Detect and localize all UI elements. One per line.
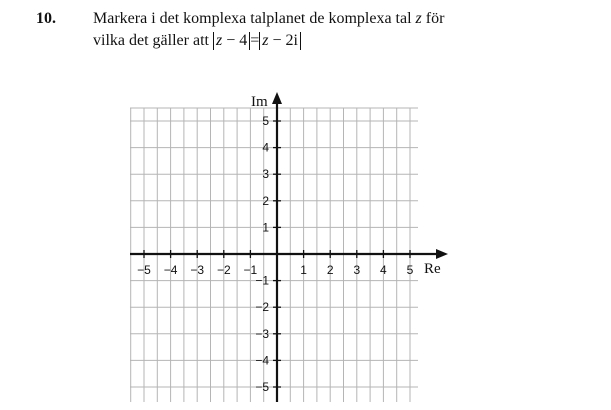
abs-right-var: z xyxy=(262,32,269,49)
x-tick-label: 5 xyxy=(406,263,414,277)
imaginary-axis-label: Im xyxy=(251,94,268,110)
x-tick-label: 1 xyxy=(300,263,307,277)
x-tick-label: 4 xyxy=(380,263,387,277)
x-tick-label: 3 xyxy=(353,263,361,277)
problem-text-2: vilka det gäller att xyxy=(93,32,209,49)
y-tick-label: 3 xyxy=(262,167,269,182)
abs-left-rest: − 4 xyxy=(222,32,248,49)
real-axis-label: Re xyxy=(424,261,441,277)
axes xyxy=(130,92,448,402)
problem-text-1-end: för xyxy=(425,10,445,27)
abs-right-rest: − 2i xyxy=(268,32,298,49)
abs-left-var: z xyxy=(215,32,223,49)
x-tick-label: −3 xyxy=(190,263,205,277)
real-axis-arrow xyxy=(436,249,448,259)
problem-number: 10. xyxy=(36,10,56,27)
variable-z: z xyxy=(415,10,422,27)
imaginary-axis-arrow xyxy=(272,92,282,104)
y-tick-label: −4 xyxy=(255,353,269,368)
y-tick-label: 1 xyxy=(262,220,269,235)
y-tick-label: −3 xyxy=(255,326,269,341)
x-tick-label: −4 xyxy=(163,263,178,277)
x-tick-label: 2 xyxy=(326,263,334,277)
y-tick-label: −5 xyxy=(255,380,269,394)
y-tick-label: 2 xyxy=(262,193,269,208)
y-tick-label: 5 xyxy=(262,114,269,128)
y-tick-label: −1 xyxy=(255,273,269,288)
x-tick-label: −5 xyxy=(137,263,151,277)
y-tick-label: −2 xyxy=(255,300,269,315)
x-tick-label: −2 xyxy=(216,263,231,277)
equals-sign: = xyxy=(250,32,260,49)
problem-text-1: Markera i det komplexa talplanet de komplexa tal xyxy=(93,10,412,27)
x-tick-label: −1 xyxy=(243,263,258,277)
y-tick-label: 4 xyxy=(262,140,269,155)
